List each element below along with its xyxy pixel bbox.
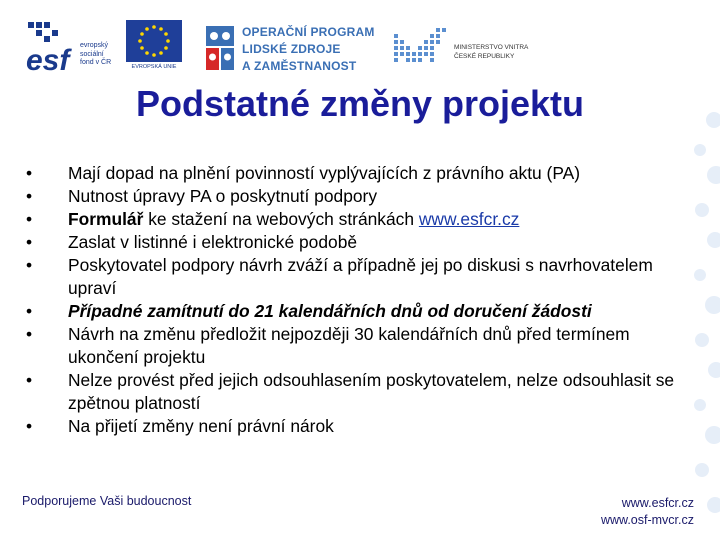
list-item: • Formulář ke stažení na webových stránkách www.esfcr.cz — [26, 209, 520, 229]
decorative-dots-icon — [690, 100, 720, 540]
bullet-icon: • — [26, 370, 33, 390]
eu-caption: EVROPSKÁ UNIE — [131, 64, 177, 70]
op-lzz-logo — [204, 22, 380, 74]
bullet-icon: • — [26, 232, 33, 252]
bullet-icon: • — [26, 163, 33, 183]
esf-mark-icon — [26, 18, 72, 74]
form-label: Formulář — [68, 209, 144, 229]
list-item: • Na přijetí změny není právní nárok — [26, 416, 334, 436]
op-line2: LIDSKÉ ZDROJE — [242, 42, 341, 56]
list-item: • Případné zamítnutí do 21 kalendářních dnů od doručení žádosti — [26, 301, 592, 321]
list-item: • Návrh na změnu předložit nejpozději 30 kalendářních dnů před termínem ukončení projektu — [26, 324, 630, 367]
esf-text: evropský sociální fond v ČR — [80, 42, 112, 66]
bullet-icon: • — [26, 324, 33, 344]
footer-url-esfcr: www.esfcr.cz — [621, 496, 694, 510]
bullet-icon: • — [26, 416, 33, 436]
footer-url-osf: www.osf-mvcr.cz — [600, 513, 694, 527]
list-item: • Mají dopad na plnění povinností vyplývajících z právního aktu (PA) — [26, 163, 581, 183]
bullet-icon: • — [26, 186, 33, 206]
list-item: • Poskytovatel podpory návrh zváží a případně jej po diskusi s navrhovatelem upraví — [26, 255, 653, 298]
footer-slogan: Podporujeme Vaši budoucnost — [22, 494, 192, 508]
list-item: • Zaslat v listinné i elektronické podobě — [26, 232, 358, 252]
op-line3: A ZAMĚSTNANOST — [242, 59, 357, 73]
esfcr-link[interactable]: www.esfcr.cz — [418, 209, 520, 229]
footer-urls — [601, 495, 694, 529]
eu-flag-icon — [126, 20, 182, 62]
esf-logo — [26, 18, 122, 74]
svg-text:esf: esf — [26, 44, 70, 74]
ministry-logo — [392, 26, 562, 72]
bullet-list — [26, 162, 686, 438]
op-line1: OPERAČNÍ PROGRAM — [242, 25, 375, 39]
bullet-icon: • — [26, 209, 33, 229]
bullet-icon: • — [26, 255, 33, 275]
ministry-dots-icon — [392, 26, 448, 70]
list-item: • Nelze provést před jejich odsouhlasením poskytovatelem, nelze odsouhlasit se zpětnou platností — [26, 370, 675, 413]
ministry-text: MINISTERSTVO VNITRA ČESKÉ REPUBLIKY — [454, 44, 529, 60]
eu-logo — [126, 20, 182, 74]
list-item: • Nutnost úpravy PA o poskytnutí podpory — [26, 186, 378, 206]
bullet-icon: • — [26, 301, 33, 321]
people-icon — [204, 24, 236, 72]
slide-title: Podstatné změny projektu — [135, 83, 585, 124]
